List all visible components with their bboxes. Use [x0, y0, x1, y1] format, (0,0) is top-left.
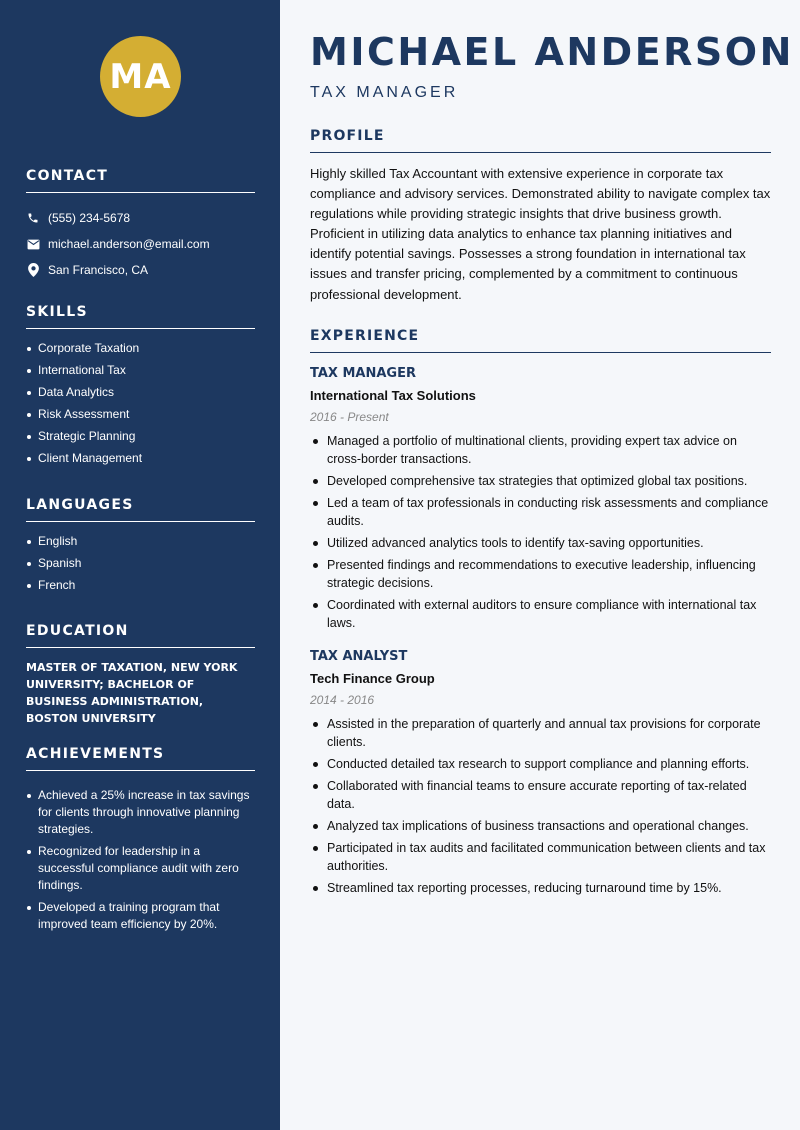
job-bullets [310, 432, 771, 632]
location-pin-icon [26, 263, 40, 277]
sidebar [0, 0, 280, 1130]
avatar: MA [100, 36, 181, 117]
contact-list [26, 205, 255, 283]
list-item: International Tax [26, 362, 255, 379]
job-company: International Tax Solutions [310, 388, 476, 403]
languages-list [26, 533, 255, 594]
job-role: TAX ANALYST [310, 649, 408, 664]
list-item: Conducted detailed tax research to support compliance and planning efforts. [310, 755, 771, 773]
list-item: Developed comprehensive tax strategies that optimized global tax positions. [310, 472, 771, 490]
contact-section [26, 168, 255, 283]
list-item: Client Management [26, 450, 255, 467]
candidate-title: TAX MANAGER [310, 84, 459, 101]
candidate-name: MICHAEL ANDERSON [310, 30, 794, 74]
languages-title: LANGUAGES [26, 497, 255, 522]
achievements-title: ACHIEVEMENTS [26, 746, 255, 771]
contact-email [26, 231, 255, 257]
list-item: Utilized advanced analytics tools to identify tax-saving opportunities. [310, 534, 771, 552]
list-item: Spanish [26, 555, 255, 572]
job-entry [310, 365, 771, 632]
list-item: Streamlined tax reporting processes, reducing turnaround time by 15%. [310, 879, 771, 897]
achievements-list [26, 787, 255, 933]
location-text: San Francisco, CA [48, 263, 149, 277]
job-dates: 2014 - 2016 [310, 693, 375, 707]
experience-title: EXPERIENCE [310, 328, 771, 353]
education-text: MASTER OF TAXATION, NEW YORK UNIVERSITY; BACHELOR OF BUSINESS ADMINISTRATION, BOSTON UNIVERSITY [26, 661, 238, 725]
list-item: Risk Assessment [26, 406, 255, 423]
experience-section [310, 328, 771, 901]
job-company: Tech Finance Group [310, 671, 435, 686]
skills-section [26, 304, 255, 472]
contact-title: CONTACT [26, 168, 255, 193]
list-item: French [26, 577, 255, 594]
list-item: Coordinated with external auditors to ensure compliance with international tax laws. [310, 596, 771, 632]
profile-text: Highly skilled Tax Accountant with extensive experience in corporate tax compliance and advisory services. Demonstrated ability to navigate complex tax regulations while providing strategic insights that drive business growth. Proficient in utilizing data analytics to enhance tax planning initiatives and identify potential savings. Possesses a strong foundation in international tax issues and transfer pricing, complemented by a commitment to continuous professional development. [310, 166, 771, 302]
list-item: Presented findings and recommendations to executive leadership, influencing strategic decisions. [310, 556, 771, 592]
achievements-section [26, 746, 255, 938]
job-role: TAX MANAGER [310, 366, 416, 381]
list-item: Developed a training program that improved team efficiency by 20%. [26, 899, 255, 933]
list-item: Recognized for leadership in a successful compliance audit with zero findings. [26, 843, 255, 894]
profile-section [310, 128, 771, 305]
list-item: English [26, 533, 255, 550]
email-text[interactable]: michael.anderson@email.com [48, 237, 210, 251]
phone-text[interactable]: (555) 234-5678 [48, 211, 131, 225]
list-item: Managed a portfolio of multinational clients, providing expert tax advice on cross-border transactions. [310, 432, 771, 468]
email-icon [26, 237, 40, 251]
phone-icon [26, 211, 40, 225]
education-section [26, 623, 255, 727]
list-item: Strategic Planning [26, 428, 255, 445]
job-dates: 2016 - Present [310, 410, 389, 424]
profile-title: PROFILE [310, 128, 771, 153]
list-item: Participated in tax audits and facilitated communication between clients and tax authorities. [310, 839, 771, 875]
list-item: Achieved a 25% increase in tax savings for clients through innovative planning strategies. [26, 787, 255, 838]
skills-list [26, 340, 255, 467]
education-title: EDUCATION [26, 623, 255, 648]
list-item: Led a team of tax professionals in conducting risk assessments and compliance audits. [310, 494, 771, 530]
job-bullets [310, 715, 771, 897]
skills-title: SKILLS [26, 304, 255, 329]
list-item: Collaborated with financial teams to ensure accurate reporting of tax-related data. [310, 777, 771, 813]
list-item: Assisted in the preparation of quarterly and annual tax provisions for corporate clients. [310, 715, 771, 751]
list-item: Analyzed tax implications of business transactions and operational changes. [310, 817, 771, 835]
list-item: Corporate Taxation [26, 340, 255, 357]
list-item: Data Analytics [26, 384, 255, 401]
languages-section [26, 497, 255, 599]
job-entry [310, 648, 771, 897]
contact-phone [26, 205, 255, 231]
contact-location [26, 257, 255, 283]
